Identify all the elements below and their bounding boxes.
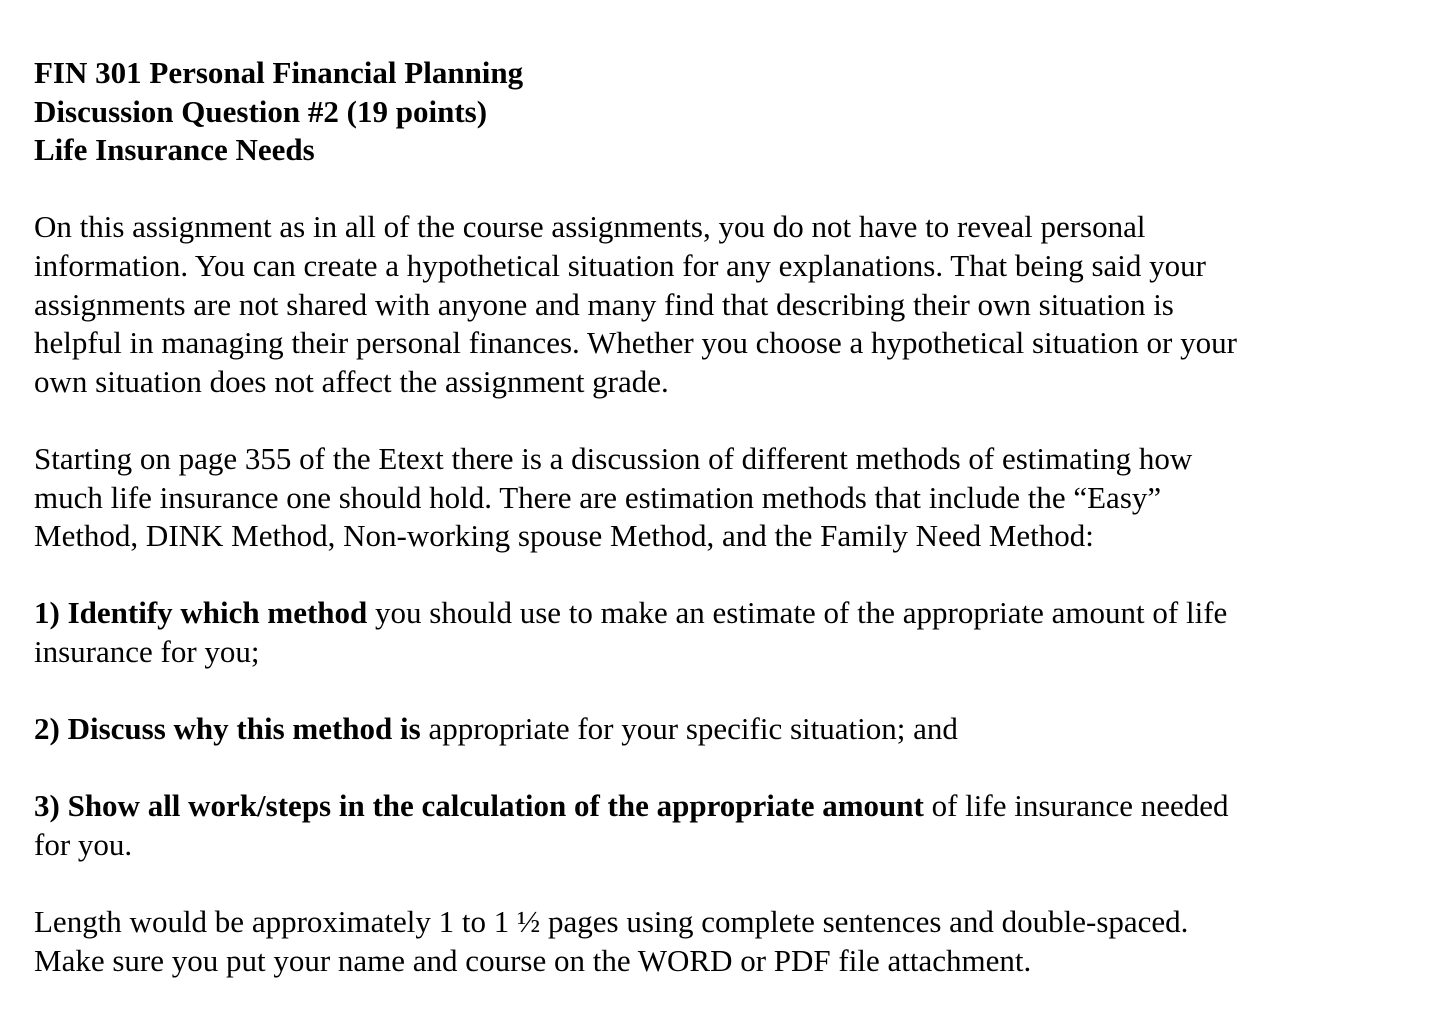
spacer [34,749,1414,788]
instruction-1-emphasis: 1) Identify which method [34,595,368,631]
instruction-2-text: appropriate for your specific situation; and [420,711,958,747]
spacer [34,672,1414,711]
closing-paragraph [34,903,1414,980]
assignment-title: Discussion Question #2 (19 points) [34,93,488,129]
spacer [34,170,1414,209]
course-title: FIN 301 Personal Financial Planning [34,55,524,90]
instruction-item-1 [34,594,1414,671]
methods-line: Starting on page 355 of the Etext there is a discussion of different methods of estimating how [34,440,1193,476]
intro-paragraph [34,208,1414,401]
instruction-2-emphasis: 2) Discuss why this method is [34,711,421,747]
instruction-1-text-cont: insurance for you; [34,633,260,669]
intro-line: information. You can create a hypothetical situation for any explanations. That being said your [34,247,1206,283]
document-header [34,54,1414,170]
spacer [34,556,1414,595]
intro-line: On this assignment as in all of the course assignments, you do not have to reveal personal [34,209,1146,245]
intro-line: own situation does not affect the assignment grade. [34,363,669,399]
instruction-item-2 [34,710,1414,749]
assignment-topic: Life Insurance Needs [34,132,315,168]
intro-line: helpful in managing their personal finances. Whether you choose a hypothetical situation or your [34,325,1237,361]
instruction-3-text: of life insurance needed [923,788,1229,824]
instruction-1-text: you should use to make an estimate of the appropriate amount of life [367,595,1228,631]
document-page [34,54,1414,980]
closing-line: Make sure you put your name and course on the WORD or PDF file attachment. [34,942,1032,978]
intro-line: assignments are not shared with anyone and many find that describing their own situation is [34,286,1174,322]
methods-line: Method, DINK Method, Non-working spouse Method, and the Family Need Method: [34,518,1094,554]
spacer [34,401,1414,440]
instruction-3-text-cont: for you. [34,826,133,862]
methods-paragraph [34,440,1414,556]
spacer [34,864,1414,903]
instruction-item-3 [34,787,1414,864]
closing-line: Length would be approximately 1 to 1 ½ pages using complete sentences and double-spaced. [34,904,1189,940]
instruction-3-emphasis: 3) Show all work/steps in the calculation of the appropriate amount [34,788,924,824]
methods-line: much life insurance one should hold. There are estimation methods that include the “Easy” [34,479,1162,515]
